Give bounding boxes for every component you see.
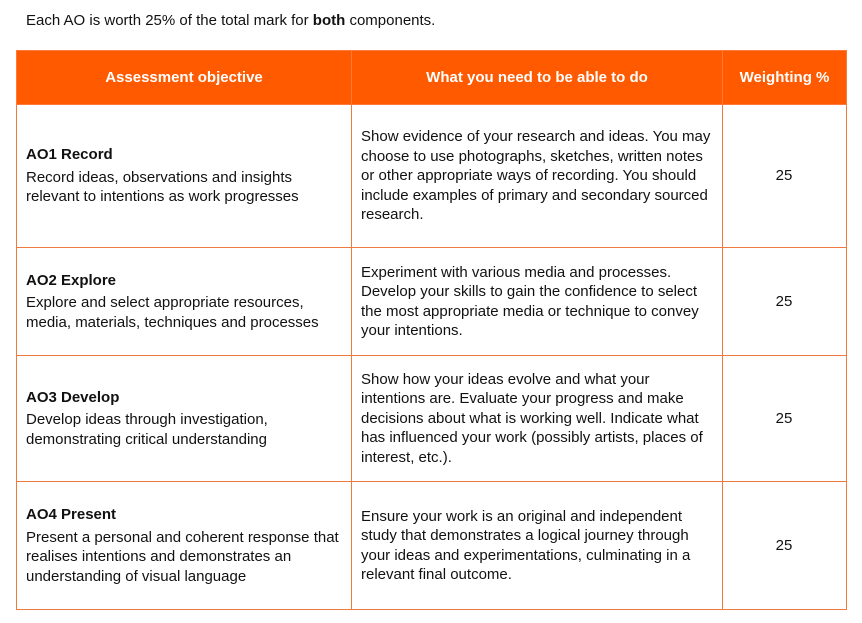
objective-title: AO2 Explore bbox=[26, 271, 117, 289]
header-weighting: Weighting % bbox=[723, 51, 847, 105]
header-what-you-need-to-do: What you need to be able to do bbox=[352, 51, 723, 105]
objective-title: AO3 Develop bbox=[26, 388, 120, 406]
assessment-objectives-table bbox=[16, 50, 847, 610]
objective-cell bbox=[17, 482, 352, 610]
weighting-cell: 25 bbox=[723, 248, 847, 356]
objective-description: Explore and select appropriate resources, media, materials, techniques and processes bbox=[26, 294, 319, 331]
table-header-row bbox=[17, 51, 847, 105]
what-to-do-cell: Show how your ideas evolve and what your intentions are. Evaluate your progress and make decisions about what is working well. Indicate what has influenced your work (possibly artists, places of interest, etc.). bbox=[352, 356, 723, 482]
what-to-do-cell: Show evidence of your research and ideas. You may choose to use photographs, sketches, written notes or other appropriate ways of recording. You should include examples of primary and secondary sourced research. bbox=[352, 105, 723, 248]
table-row bbox=[17, 482, 847, 610]
objective-cell bbox=[17, 356, 352, 482]
header-assessment-objective: Assessment objective bbox=[17, 51, 352, 105]
weighting-cell: 25 bbox=[723, 356, 847, 482]
what-to-do-cell: Experiment with various media and processes. Develop your skills to gain the confidence to select the most appropriate media or technique to convey your intentions. bbox=[352, 248, 723, 356]
objective-cell bbox=[17, 105, 352, 248]
objective-description: Develop ideas through investigation, demonstrating critical understanding bbox=[26, 411, 268, 448]
table-row bbox=[17, 105, 847, 248]
intro-emphasis: both bbox=[312, 12, 346, 29]
intro-prefix: Each AO is worth 25% of the total mark for bbox=[26, 12, 313, 29]
objective-title: AO4 Present bbox=[26, 506, 117, 523]
intro-suffix: components. bbox=[345, 12, 436, 29]
objective-description: Present a personal and coherent response that realises intentions and demonstrates an understanding of visual language bbox=[26, 528, 339, 585]
table-row bbox=[17, 248, 847, 356]
objective-description: Record ideas, observations and insights relevant to intentions as work progresses bbox=[26, 168, 299, 206]
weighting-cell: 25 bbox=[723, 105, 847, 248]
intro-text bbox=[26, 11, 435, 31]
table-row bbox=[17, 356, 847, 482]
weighting-cell: 25 bbox=[723, 482, 847, 610]
objective-title: AO1 Record bbox=[26, 146, 113, 164]
objective-cell bbox=[17, 248, 352, 356]
what-to-do-cell: Ensure your work is an original and independent study that demonstrates a logical journey through your ideas and experimentations, culminating in a relevant final outcome. bbox=[352, 482, 723, 610]
